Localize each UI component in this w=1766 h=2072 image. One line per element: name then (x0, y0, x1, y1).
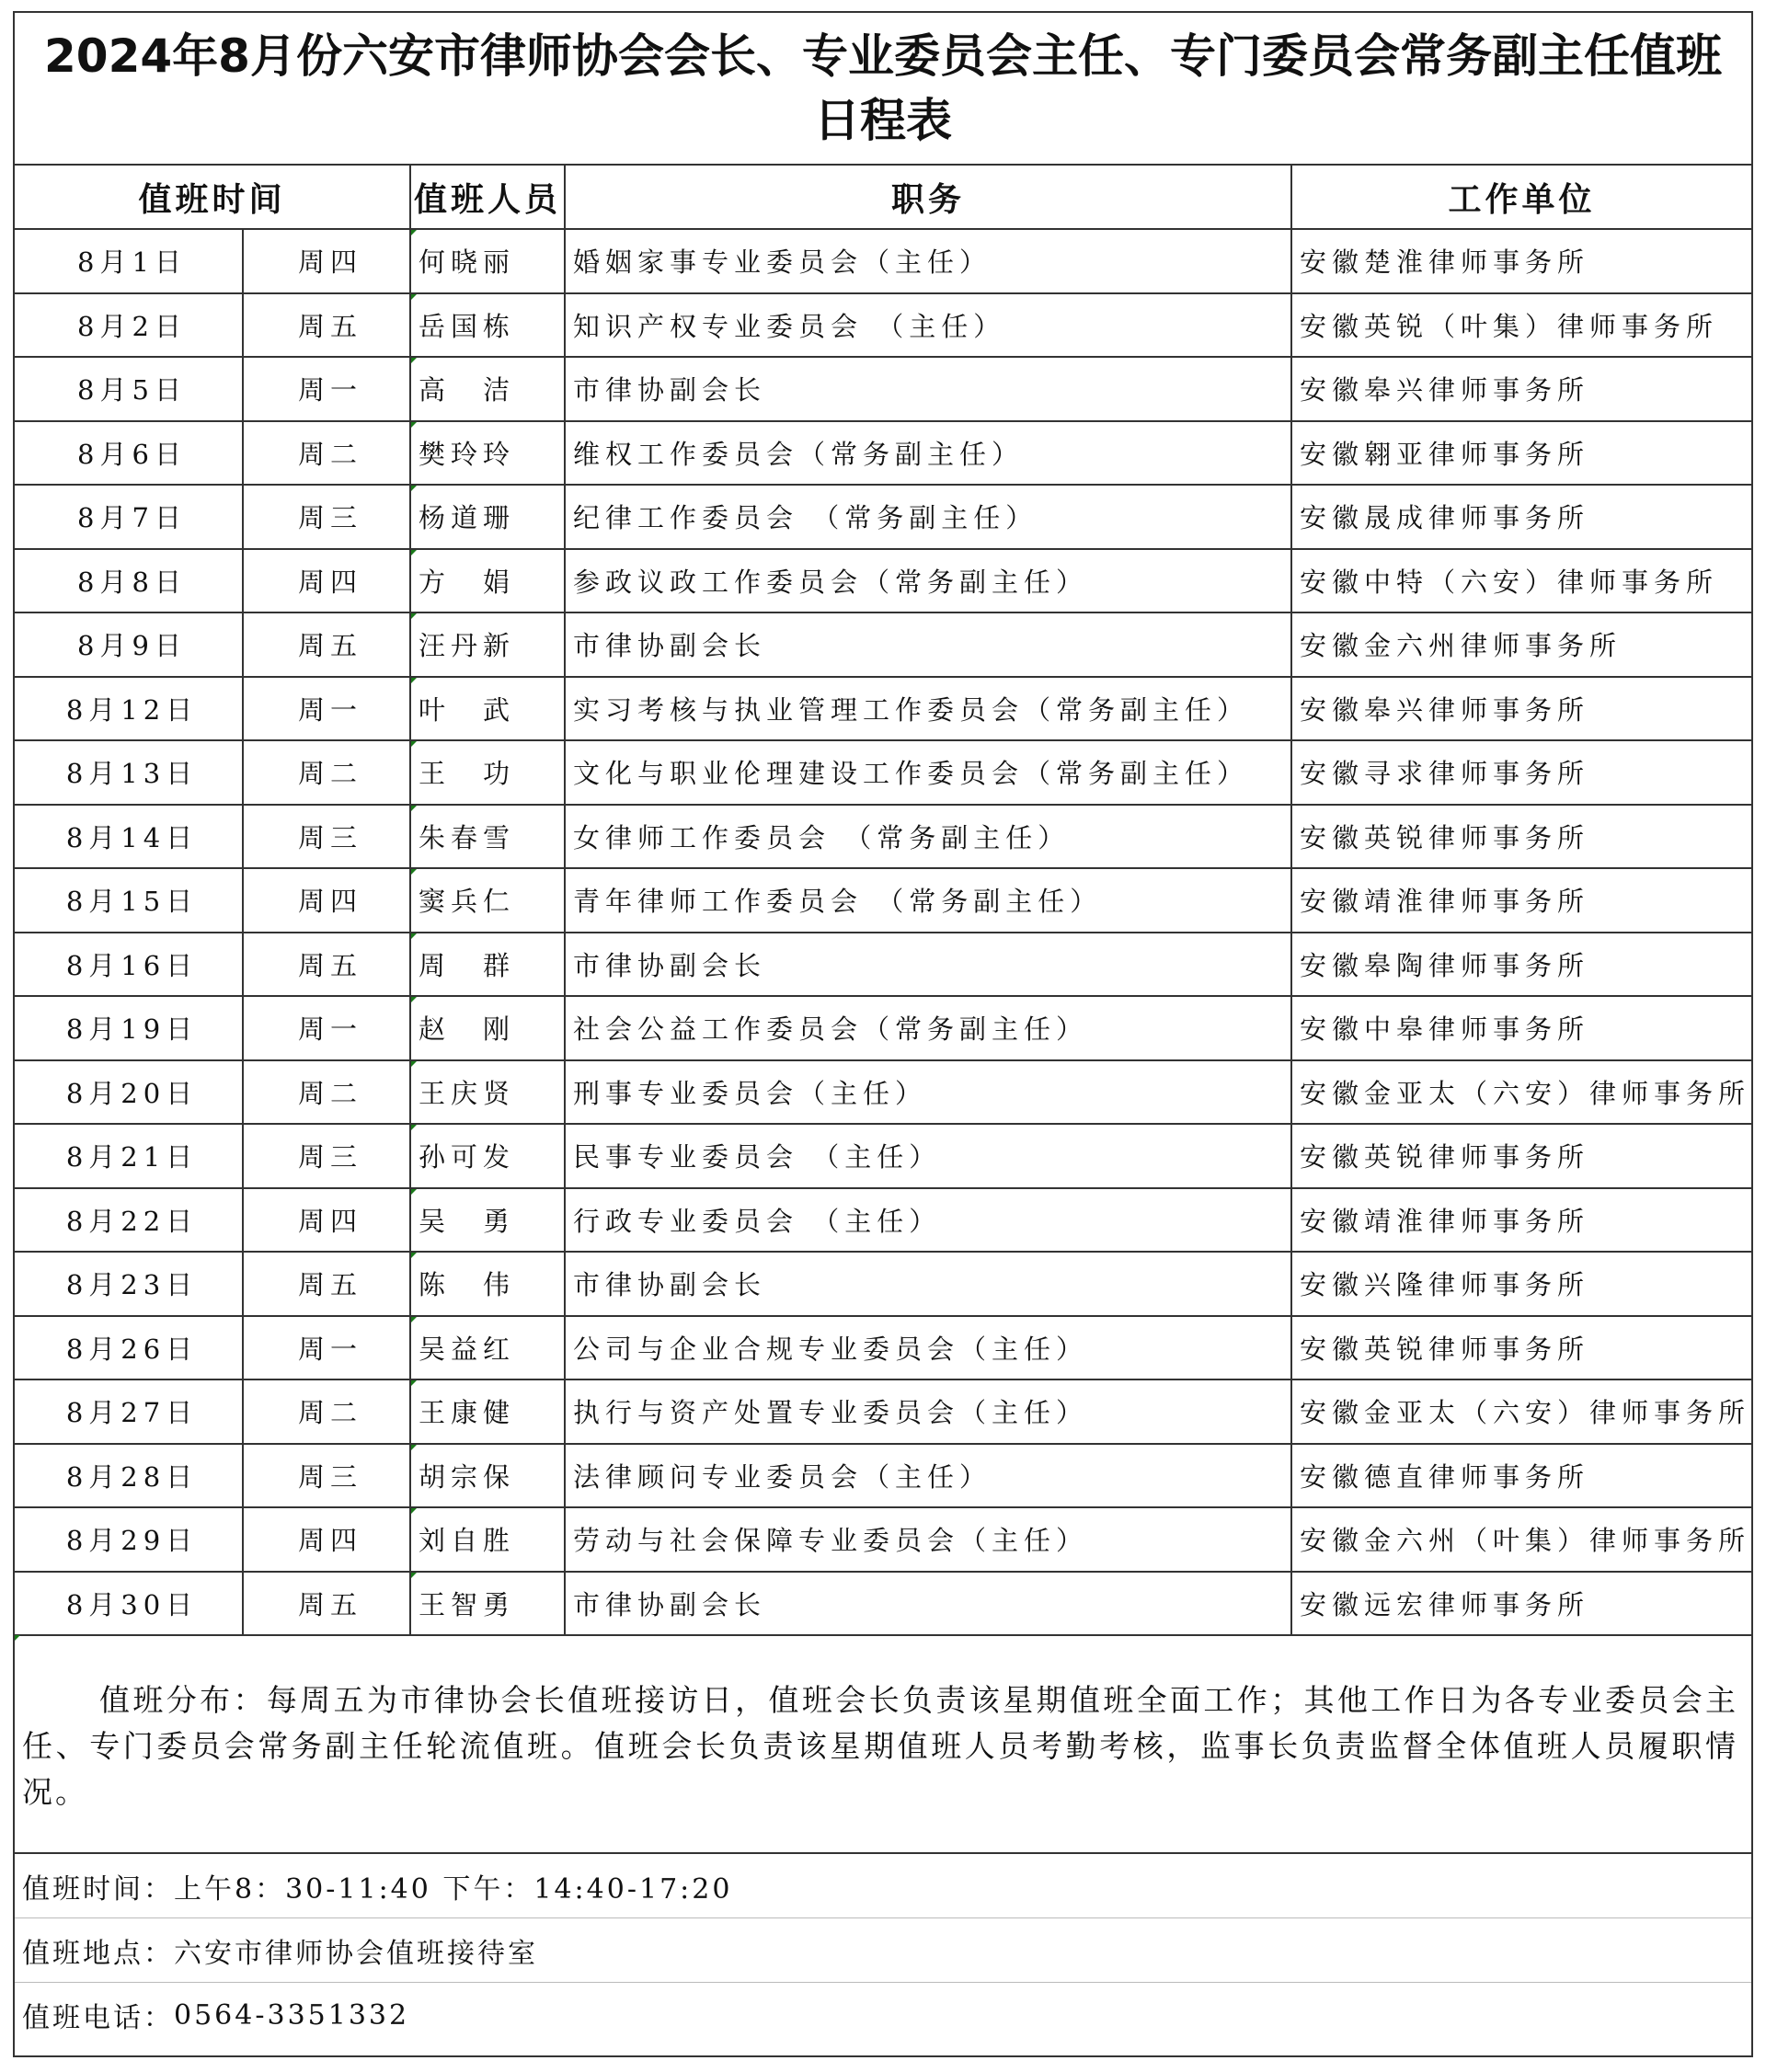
row-weekday (243, 1124, 410, 1188)
row-duty (565, 421, 1291, 486)
row-duty (565, 1188, 1291, 1253)
row-name-text: 岳国栋 (419, 310, 516, 342)
row-weekday-text: 周五 (298, 1588, 363, 1620)
row-name (410, 996, 565, 1060)
row-date (15, 1507, 243, 1572)
info-duty-place (15, 1918, 1751, 1983)
row-date-text: 8月12日 (65, 693, 199, 726)
row-date-text: 8月30日 (65, 1588, 199, 1620)
duty-phone-value: 0564-3351332 (174, 1998, 410, 2032)
row-duty-text: 文化与职业伦理建设工作委员会（常务副主任） (573, 758, 1250, 790)
table-row (15, 1444, 1751, 1508)
table-row (15, 1572, 1751, 1636)
duty-place-value: 六安市律师协会值班接待室 (174, 1937, 538, 1970)
row-date-text: 8月28日 (65, 1460, 199, 1493)
table-row (15, 805, 1751, 869)
row-date (15, 996, 243, 1060)
row-unit (1291, 1316, 1751, 1380)
cell-marker (411, 550, 417, 555)
row-date-text: 8月8日 (77, 566, 187, 598)
row-date (15, 421, 243, 486)
header-time: 值班时间 (15, 166, 410, 229)
row-name-text: 方 娟 (419, 566, 516, 598)
row-weekday-text: 周三 (298, 1460, 363, 1493)
row-name-text: 王康健 (419, 1397, 516, 1429)
row-name-text: 陈 伟 (419, 1269, 516, 1301)
row-date (15, 805, 243, 869)
row-duty-text: 民事专业委员会 （主任） (573, 1141, 942, 1173)
row-unit (1291, 1060, 1751, 1125)
row-name-text: 孙可发 (419, 1141, 516, 1173)
row-duty (565, 357, 1291, 421)
row-unit (1291, 1252, 1751, 1316)
duty-place-label: 值班地点： (22, 1937, 174, 1970)
row-date-text: 8月9日 (77, 630, 187, 662)
cell-marker (411, 741, 417, 747)
row-unit (1291, 805, 1751, 869)
row-weekday (243, 1507, 410, 1572)
table-row (15, 868, 1751, 933)
row-duty-text: 纪律工作委员会 （常务副主任） (573, 502, 1038, 534)
row-unit-text: 安徽皋陶律师事务所 (1300, 949, 1590, 981)
row-duty-text: 执行与资产处置专业委员会（主任） (573, 1397, 1089, 1429)
row-unit-text: 安徽金六州（叶集）律师事务所 (1300, 1525, 1751, 1557)
row-date (15, 549, 243, 613)
row-name-text: 汪丹新 (419, 630, 516, 662)
cell-marker (411, 1380, 417, 1386)
row-duty (565, 1252, 1291, 1316)
row-duty (565, 549, 1291, 613)
cell-marker (411, 1317, 417, 1322)
table-row (15, 229, 1751, 293)
row-date (15, 1124, 243, 1188)
row-weekday-text: 周一 (298, 1333, 363, 1365)
row-weekday-text: 周二 (298, 1077, 363, 1109)
row-name-text: 叶 武 (419, 693, 516, 726)
row-unit-text: 安徽金六州律师事务所 (1300, 630, 1623, 662)
table-row (15, 421, 1751, 486)
header-unit: 工作单位 (1291, 166, 1751, 229)
row-duty (565, 1572, 1291, 1636)
row-date (15, 612, 243, 677)
table-header-row (15, 166, 1751, 229)
row-duty-text: 参政议政工作委员会（常务副主任） (573, 566, 1089, 598)
row-weekday (243, 549, 410, 613)
row-duty-text: 青年律师工作委员会 （常务副主任） (573, 886, 1103, 918)
table-row (15, 1507, 1751, 1572)
row-name (410, 1507, 565, 1572)
row-unit-text: 安徽翱亚律师事务所 (1300, 438, 1590, 470)
row-unit-text: 安徽金亚太（六安）律师事务所 (1300, 1077, 1751, 1109)
row-date-text: 8月14日 (65, 821, 199, 853)
cell-marker (411, 869, 417, 875)
cell-marker (411, 1508, 417, 1514)
row-unit (1291, 1188, 1751, 1253)
row-name-text: 王 功 (419, 758, 516, 790)
row-weekday-text: 周五 (298, 949, 363, 981)
row-unit (1291, 1507, 1751, 1572)
row-unit (1291, 677, 1751, 741)
cell-marker (411, 422, 417, 428)
table-body (15, 229, 1751, 1635)
table-row (15, 549, 1751, 613)
row-date (15, 1252, 243, 1316)
row-unit-text: 安徽金亚太（六安）律师事务所 (1300, 1397, 1751, 1429)
row-unit-text: 安徽英锐律师事务所 (1300, 821, 1590, 853)
cell-marker (411, 613, 417, 619)
row-weekday (243, 485, 410, 549)
row-name (410, 1252, 565, 1316)
row-unit (1291, 740, 1751, 805)
row-date-text: 8月27日 (65, 1397, 199, 1429)
duty-phone-label: 值班电话： (22, 2002, 174, 2034)
row-unit-text: 安徽兴隆律师事务所 (1300, 1269, 1590, 1301)
row-weekday-text: 周五 (298, 310, 363, 342)
row-duty (565, 293, 1291, 358)
row-name (410, 805, 565, 869)
row-name-text: 杨道珊 (419, 502, 516, 534)
row-unit (1291, 229, 1751, 293)
row-unit-text: 安徽中特（六安）律师事务所 (1300, 566, 1719, 598)
row-date-text: 8月6日 (77, 438, 187, 470)
row-duty-text: 法律顾问专业委员会（主任） (573, 1460, 992, 1493)
row-weekday (243, 1572, 410, 1636)
row-unit (1291, 1444, 1751, 1508)
row-weekday (243, 996, 410, 1060)
row-date-text: 8月20日 (65, 1077, 199, 1109)
row-duty-text: 维权工作委员会（常务副主任） (573, 438, 1025, 470)
row-weekday (243, 421, 410, 486)
row-weekday-text: 周一 (298, 374, 363, 406)
cell-marker (411, 933, 417, 939)
row-name (410, 421, 565, 486)
row-unit (1291, 1124, 1751, 1188)
row-name-text: 胡宗保 (419, 1460, 516, 1493)
row-name (410, 549, 565, 613)
duty-time-value: 上午8：30-11:40 下午：14:40-17:20 (174, 1872, 733, 1906)
row-name-text: 吴 勇 (419, 1205, 516, 1237)
row-name-text: 高 洁 (419, 374, 516, 406)
row-duty-text: 市律协副会长 (573, 630, 767, 662)
table-row (15, 677, 1751, 741)
row-unit-text: 安徽远宏律师事务所 (1300, 1588, 1590, 1620)
cell-marker (411, 1573, 417, 1578)
row-name (410, 357, 565, 421)
row-unit (1291, 1572, 1751, 1636)
cell-marker (411, 230, 417, 235)
row-unit-text: 安徽皋兴律师事务所 (1300, 374, 1590, 406)
row-date (15, 1572, 243, 1636)
info-duty-time (15, 1854, 1751, 1918)
row-duty-text: 劳动与社会保障专业委员会（主任） (573, 1525, 1089, 1557)
table-row (15, 1060, 1751, 1125)
row-duty-text: 公司与企业合规专业委员会（主任） (573, 1333, 1089, 1365)
row-name-text: 王庆贤 (419, 1077, 516, 1109)
row-duty (565, 1507, 1291, 1572)
duty-time-label: 值班时间： (22, 1872, 174, 1906)
table-row (15, 612, 1751, 677)
row-unit-text: 安徽靖淮律师事务所 (1300, 886, 1590, 918)
row-duty (565, 1316, 1291, 1380)
row-date (15, 740, 243, 805)
row-date-text: 8月1日 (77, 246, 187, 279)
table-row (15, 740, 1751, 805)
row-date-text: 8月16日 (65, 949, 199, 981)
row-date (15, 357, 243, 421)
row-unit (1291, 549, 1751, 613)
header-person: 值班人员 (410, 166, 565, 229)
row-weekday-text: 周四 (298, 246, 363, 279)
table-row (15, 1252, 1751, 1316)
row-duty-text: 婚姻家事专业委员会（主任） (573, 246, 992, 279)
cell-marker (411, 1445, 417, 1450)
row-unit (1291, 868, 1751, 933)
row-weekday-text: 周五 (298, 630, 363, 662)
row-date-text: 8月26日 (65, 1333, 199, 1365)
row-name (410, 1316, 565, 1380)
row-date (15, 1060, 243, 1125)
row-duty-text: 实习考核与执业管理工作委员会（常务副主任） (573, 693, 1250, 726)
row-unit-text: 安徽晟成律师事务所 (1300, 502, 1590, 534)
row-duty-text: 市律协副会长 (573, 1269, 767, 1301)
row-name (410, 1060, 565, 1125)
row-name (410, 677, 565, 741)
header-duty: 职务 (565, 166, 1291, 229)
row-unit (1291, 485, 1751, 549)
row-duty (565, 229, 1291, 293)
row-weekday (243, 1444, 410, 1508)
table-row (15, 1188, 1751, 1253)
row-weekday (243, 868, 410, 933)
cell-marker (411, 358, 417, 363)
row-unit-text: 安徽靖淮律师事务所 (1300, 1205, 1590, 1237)
cell-marker (411, 1125, 417, 1130)
row-name (410, 1188, 565, 1253)
row-weekday-text: 周三 (298, 1141, 363, 1173)
row-weekday (243, 740, 410, 805)
row-unit-text: 安徽中皋律师事务所 (1300, 1013, 1590, 1046)
row-weekday (243, 933, 410, 997)
table-row (15, 996, 1751, 1060)
schedule-sheet (13, 11, 1753, 2057)
row-name-text: 朱春雪 (419, 821, 516, 853)
row-name (410, 612, 565, 677)
page-title: 2024年8月份六安市律师协会会长、专业委员会主任、专门委员会常务副主任值班日程表 (15, 13, 1751, 166)
row-weekday-text: 周二 (298, 758, 363, 790)
row-name (410, 1379, 565, 1444)
row-unit (1291, 357, 1751, 421)
row-date (15, 293, 243, 358)
row-date-text: 8月13日 (65, 758, 199, 790)
table-row (15, 1316, 1751, 1380)
row-weekday (243, 357, 410, 421)
row-weekday (243, 1252, 410, 1316)
row-duty-text: 市律协副会长 (573, 374, 767, 406)
row-date (15, 1316, 243, 1380)
row-duty (565, 1379, 1291, 1444)
duty-note (15, 1635, 1751, 1854)
row-duty (565, 1060, 1291, 1125)
row-weekday-text: 周三 (298, 821, 363, 853)
row-duty-text: 市律协副会长 (573, 1588, 767, 1620)
row-name-text: 赵 刚 (419, 1013, 516, 1046)
table-row (15, 1124, 1751, 1188)
row-weekday (243, 1060, 410, 1125)
cell-marker (411, 1253, 417, 1258)
cell-marker (411, 1189, 417, 1195)
row-name (410, 1572, 565, 1636)
row-unit-text: 安徽皋兴律师事务所 (1300, 693, 1590, 726)
cell-marker (411, 997, 417, 1002)
row-date (15, 677, 243, 741)
row-unit-text: 安徽楚淮律师事务所 (1300, 246, 1590, 279)
row-duty (565, 805, 1291, 869)
row-unit (1291, 421, 1751, 486)
row-weekday-text: 周五 (298, 1269, 363, 1301)
row-weekday (243, 1188, 410, 1253)
row-name-text: 何晓丽 (419, 246, 516, 279)
row-duty (565, 677, 1291, 741)
row-duty (565, 1124, 1291, 1188)
row-weekday-text: 周四 (298, 566, 363, 598)
row-weekday (243, 1379, 410, 1444)
row-unit (1291, 933, 1751, 997)
row-name-text: 刘自胜 (419, 1525, 516, 1557)
row-duty-text: 知识产权专业委员会 （主任） (573, 310, 1006, 342)
table-row (15, 933, 1751, 997)
row-duty (565, 1444, 1291, 1508)
row-unit (1291, 996, 1751, 1060)
row-date (15, 1379, 243, 1444)
row-duty (565, 996, 1291, 1060)
row-duty (565, 868, 1291, 933)
row-date-text: 8月2日 (77, 310, 187, 342)
cell-marker (411, 678, 417, 683)
row-unit-text: 安徽英锐律师事务所 (1300, 1333, 1590, 1365)
row-name-text: 周 群 (419, 949, 516, 981)
row-date (15, 933, 243, 997)
row-date-text: 8月23日 (65, 1269, 199, 1301)
row-weekday-text: 周四 (298, 1525, 363, 1557)
row-date (15, 1444, 243, 1508)
row-name (410, 485, 565, 549)
row-unit (1291, 1379, 1751, 1444)
row-name (410, 740, 565, 805)
row-name (410, 1124, 565, 1188)
row-unit-text: 安徽寻求律师事务所 (1300, 758, 1590, 790)
row-name (410, 1444, 565, 1508)
row-weekday (243, 1316, 410, 1380)
table-row (15, 293, 1751, 358)
row-weekday-text: 周三 (298, 502, 363, 534)
cell-marker (411, 806, 417, 811)
row-name-text: 吴益红 (419, 1333, 516, 1365)
row-date (15, 868, 243, 933)
row-weekday (243, 805, 410, 869)
row-duty (565, 612, 1291, 677)
table-row (15, 485, 1751, 549)
row-duty-text: 行政专业委员会 （主任） (573, 1205, 942, 1237)
row-date-text: 8月19日 (65, 1013, 199, 1046)
row-name-text: 樊玲玲 (419, 438, 516, 470)
table-row (15, 1379, 1751, 1444)
row-weekday-text: 周二 (298, 438, 363, 470)
row-date (15, 229, 243, 293)
row-unit (1291, 293, 1751, 358)
row-weekday-text: 周四 (298, 886, 363, 918)
row-date (15, 1188, 243, 1253)
row-date-text: 8月29日 (65, 1525, 199, 1557)
row-duty-text: 刑事专业委员会（主任） (573, 1077, 928, 1109)
row-name (410, 868, 565, 933)
row-name-text: 王智勇 (419, 1588, 516, 1620)
row-weekday (243, 229, 410, 293)
row-weekday-text: 周一 (298, 1013, 363, 1046)
row-weekday-text: 周四 (298, 1205, 363, 1237)
row-weekday (243, 677, 410, 741)
cell-marker (411, 486, 417, 491)
row-date-text: 8月15日 (65, 886, 199, 918)
row-date (15, 485, 243, 549)
row-name (410, 293, 565, 358)
row-unit-text: 安徽英锐（叶集）律师事务所 (1300, 310, 1719, 342)
row-duty (565, 740, 1291, 805)
cell-marker (411, 294, 417, 300)
row-name (410, 933, 565, 997)
row-duty-text: 市律协副会长 (573, 949, 767, 981)
row-unit-text: 安徽英锐律师事务所 (1300, 1141, 1590, 1173)
row-weekday (243, 293, 410, 358)
row-unit (1291, 612, 1751, 677)
row-date-text: 8月7日 (77, 502, 187, 534)
row-date-text: 8月5日 (77, 374, 187, 406)
info-duty-phone (15, 1983, 1751, 2047)
duty-schedule-table (15, 166, 1751, 1636)
cell-marker (411, 1061, 417, 1067)
row-name-text: 窦兵仁 (419, 886, 516, 918)
row-duty-text: 社会公益工作委员会（常务副主任） (573, 1013, 1089, 1046)
row-duty (565, 485, 1291, 549)
row-duty (565, 933, 1291, 997)
row-weekday-text: 周二 (298, 1397, 363, 1429)
row-date-text: 8月21日 (65, 1141, 199, 1173)
row-date-text: 8月22日 (65, 1205, 199, 1237)
duty-note-text: 值班分布：每周五为市律协会长值班接访日，值班会长负责该星期值班全面工作；其他工作日为各专业委员会主任、专门委员会常务副主任轮流值班。值班会长负责该星期值班人员考勤考核，监事长负责监督全体值班人员履职情况。 (22, 1682, 1738, 1810)
row-weekday (243, 612, 410, 677)
row-duty-text: 女律师工作委员会 （常务副主任） (573, 821, 1071, 853)
row-weekday-text: 周一 (298, 693, 363, 726)
cell-marker (15, 1635, 20, 1641)
table-row (15, 357, 1751, 421)
row-name (410, 229, 565, 293)
row-unit-text: 安徽德直律师事务所 (1300, 1460, 1590, 1493)
